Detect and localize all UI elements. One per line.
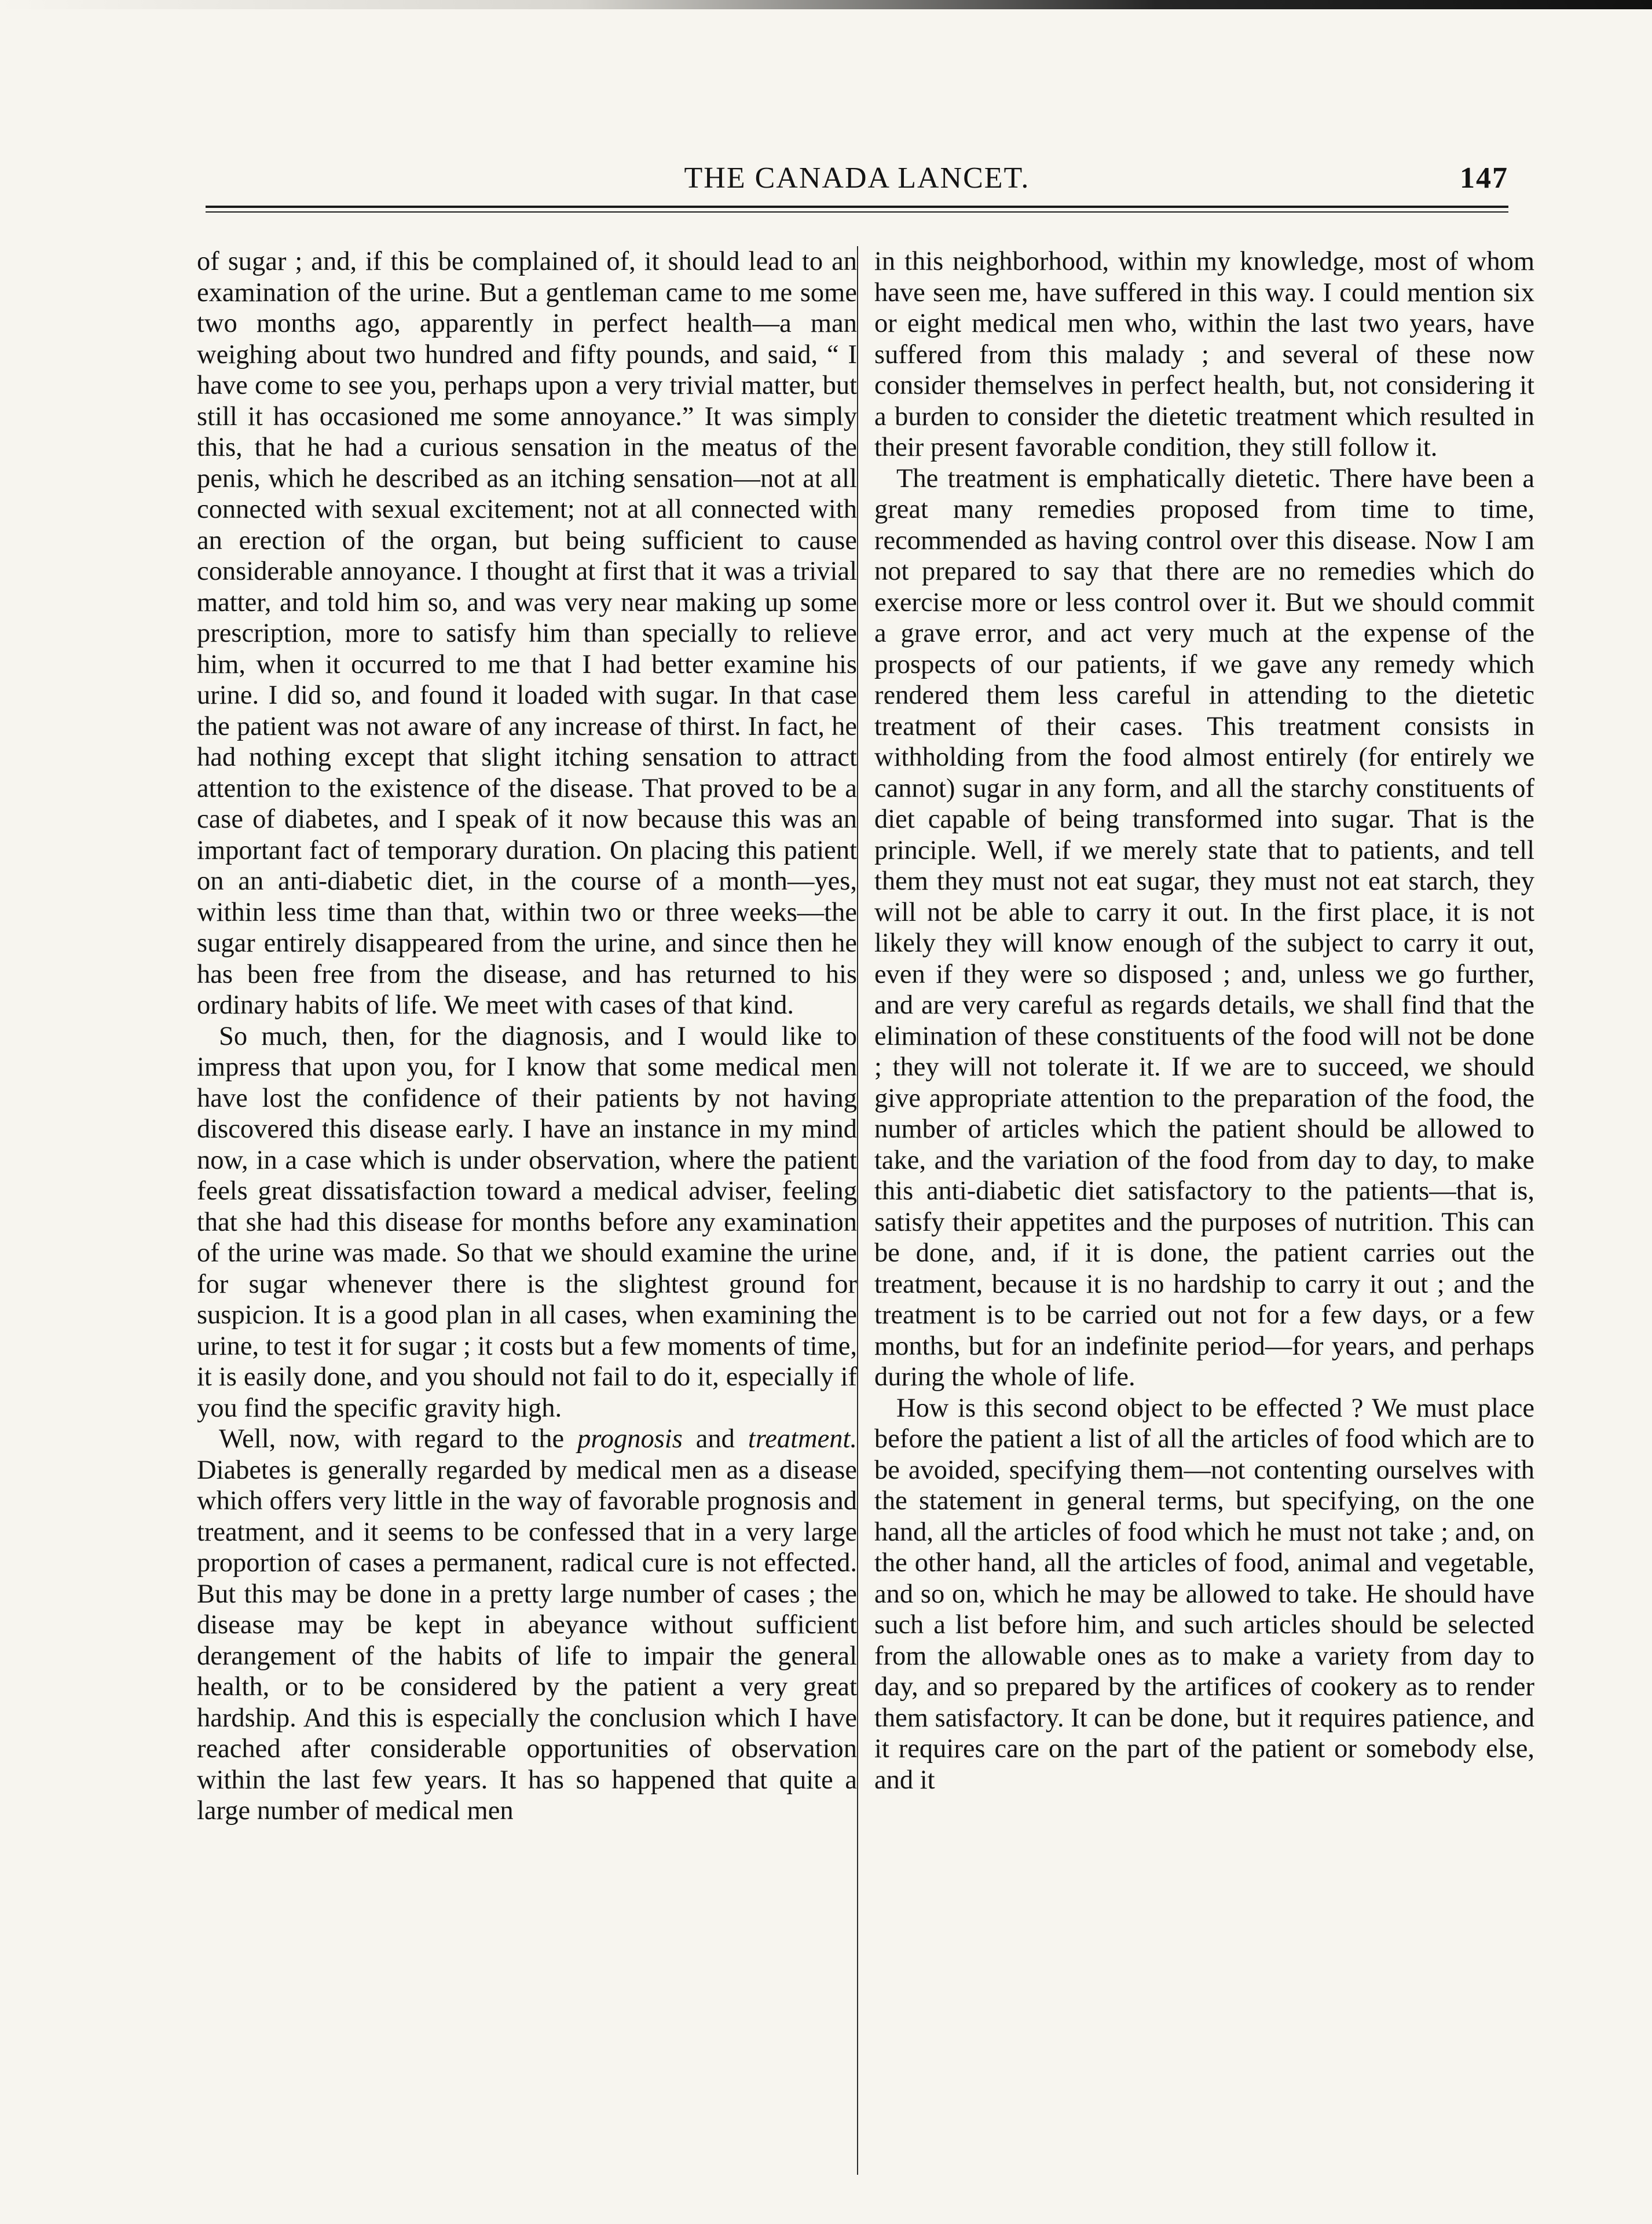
journal-title: THE CANADA LANCET. xyxy=(684,162,1030,195)
italic-term-treatment: treatment. xyxy=(748,1424,857,1454)
paragraph: in this neighborhood, within my knowledge, most of whom have seen me, have suffered in this way. I could mention six or eight medical men who, within the last two years, have suffered from this malady ; and several of these now consider themselves in perfect health, but, not considering it a burden to consider the dietetic treatment which resulted in their present favorable condition, they still follow it. xyxy=(874,247,1534,462)
paragraph: How is this second object to be effected ? We must place before the patient a list of all the articles of food which are to be avoided, specifying them—not contenting ourselves with the statement in general terms, but specifying, on the one hand, all the articles of food which he must not take ; and, on the other hand, all the articles of food, animal and vegetable, and so on, which he may be allowed to take. He should have such a list before him, and such articles should be selected from the allowable ones as to make a variety from day to day, and so prepared by the artifices of cookery as to render them satisfactory. It can be done, but it requires patience, and it requires care on the part of the patient or somebody else, and it xyxy=(874,1393,1534,1795)
paragraph-text: and xyxy=(695,1424,735,1454)
right-column xyxy=(874,246,1534,2181)
column-divider xyxy=(857,246,858,2175)
italic-term-prognosis: prognosis xyxy=(577,1424,683,1454)
scan-edge xyxy=(0,0,1652,9)
header-rule-thin xyxy=(206,211,1508,213)
page-number: 147 xyxy=(1460,162,1508,195)
paragraph: So much, then, for the diagnosis, and I would like to impress that upon you, for I know that some medical men have lost the confidence of their patients by not having discovered this disease early. I have an instance in my mind now, in a case which is under observation, where the patient feels great dissatisfaction toward a medical adviser, feeling that she had this disease for months before any examination of the urine was made. So that we should examine the urine for sugar whenever there is the slightest ground for suspicion. It is a good plan in all cases, when examining the urine, to test it for sugar ; it costs but a few moments of time, it is easily done, and you should not fail to do it, especially if you find the specific gravity high. xyxy=(197,1021,857,1423)
paragraph xyxy=(197,1424,857,1827)
paragraph: The treatment is emphatically dietetic. There have been a great many remedies proposed from time to time, recommended as having control over this disease. Now I am not prepared to say that there are no remedies which do exercise more or less control over it. But we should commit a grave error, and act very much at the expense of the prospects of our patients, if we gave any remedy which rendered them less careful in attending to the dietetic treatment of their cases. This treatment consists in withholding from the food almost entirely (for entirely we cannot) sugar in any form, and all the starchy constituents of diet capable of being transformed into sugar. That is the principle. Well, if we merely state that to patients, and tell them they must not eat sugar, they must not eat starch, they will not be able to carry it out. In the first place, it is not likely they will know enough of the subject to carry it out, even if they were so disposed ; and, unless we go further, and are very careful as regards details, we shall find that the elimination of these constituents of the food will not be done ; they will not tolerate it. If we are to succeed, we should give appropriate attention to the preparation of the food, the number of articles which the patient should be allowed to take, and the variation of the food from day to day, to make this anti-diabetic diet satisfactory to the patients—that is, satisfy their appetites and the purposes of nutrition. This can be done, and, if it is done, the patient carries out the treatment, because it is no hardship to carry it out ; and the treatment is to be carried out not for a few days, or a few months, but for an indefinite period—for years, and perhaps during the whole of life. xyxy=(874,463,1534,1392)
paragraph: of sugar ; and, if this be complained of, it should lead to an examination of the urine. But a gentleman came to me some two months ago, apparently in perfect health—a man weighing about two hundred and fifty pounds, and said, “ I have come to see you, perhaps upon a very trivial matter, but still it has occasioned me some annoyance.” It was simply this, that he had a curious sensation in the meatus of the penis, which he described as an itching sensation—not at all connected with sexual excitement; not at all connected with an erection of the organ, but being sufficient to cause considerable annoyance. I thought at first that it was a trivial matter, and told him so, and was very near making up some prescription, more to satisfy him than specially to relieve him, when it occurred to me that I had better examine his urine. I did so, and found it loaded with sugar. In that case the patient was not aware of any increase of thirst. In fact, he had nothing except that slight itching sensation to attract attention to the existence of the disease. That proved to be a case of diabetes, and I speak of it now because this was an important fact of temporary duration. On placing this patient on an anti-diabetic diet, in the course of a month—yes, within less time than that, within two or three weeks—the sugar entirely disappeared from the urine, and since then he has been free from the disease, and has returned to his ordinary habits of life. We meet with cases of that kind. xyxy=(197,247,857,1020)
header-rule xyxy=(206,206,1508,208)
running-header xyxy=(206,161,1508,202)
paragraph-text: Diabetes is generally regarded by medical men as a disease which offers very little in the way of favorable prognosis and treatment, and it seems to be confessed that in a very large proportion of cases a permanent, radical cure is not effected. But this may be done in a pretty large number of cases ; the disease may be kept in abeyance without sufficient derangement of the habits of life to impair the general health, or to be considered by the patient a very great hardship. And this is especially the conclusion which I have reached after considerable opportunities of observation within the last few years. It has so happened that quite a large number of medical men xyxy=(197,1455,857,1826)
paragraph-text: Well, now, with regard to the xyxy=(219,1424,565,1454)
left-column xyxy=(197,246,857,2181)
